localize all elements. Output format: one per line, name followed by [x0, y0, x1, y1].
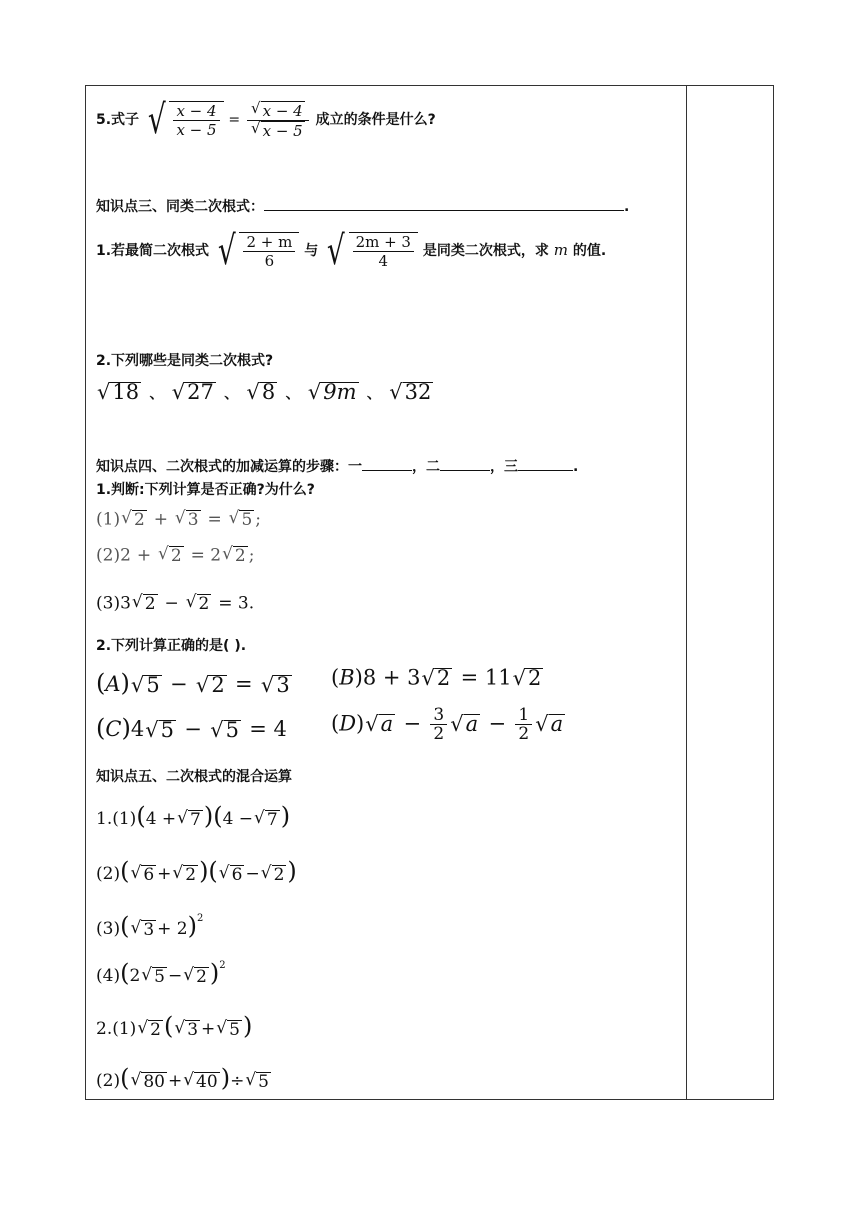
- kp3-question-1: 1.若最简二次根式 √ $\frac{2 + m}{6}$ 与 √ $\frac{2m + 3}{4}$ 是同类二次根式，求 m 的值.: [96, 228, 607, 274]
- fill-blank-3: [518, 456, 573, 471]
- kp5-q1-2: (2)( √ 6 + √ 2 )( √ 6 − √ 2 ): [96, 857, 297, 885]
- question-5-suffix: 成立的条件是什么?: [315, 112, 436, 128]
- option-b: (B)8 + 3 √ 2 = 11 √ 2: [331, 665, 542, 690]
- option-a: (A) √ 5 − √ 2 = √ 3: [96, 669, 290, 697]
- option-d: (D) √ a − $\frac{3}{2}$ √ a − $\frac{1}{2}$ √ a: [331, 705, 564, 744]
- worksheet-table: [85, 85, 774, 1100]
- fill-blank: [264, 196, 624, 211]
- table-column-divider: [686, 86, 687, 1099]
- fill-blank-2: [440, 456, 490, 471]
- kp4-question-2: 2.下列计算正确的是( ).: [96, 638, 247, 654]
- kp5-q2-2: (2)( √ 80 + √ 40 )÷ √ 5: [96, 1064, 269, 1092]
- kp4-q1-item-1: (1) √ 2 + √ 3 = √ 5 ;: [96, 508, 262, 530]
- kp5-q2-1: 2.(1) √ 2 ( √ 3 + √ 5 ): [96, 1012, 253, 1040]
- kp3-radical-list: √ 18 、 √ 27 、 √ 8 、 √ 9m 、 √ 32: [97, 380, 432, 404]
- kp5-q1-1: 1.(1)(4 + √ 7 )(4 − √ 7 ): [96, 802, 291, 830]
- knowledge-point-5: 知识点五、二次根式的混合运算: [96, 769, 292, 785]
- kp5-q1-4: (4)(2 √ 5 − √ 2 )$^2$: [96, 959, 226, 987]
- radical-fraction-lhs: √ $\frac{x - 4}{x - 5}$: [144, 100, 224, 140]
- radical-fraction-a: √ $\frac{2 + m}{6}$: [214, 231, 299, 271]
- kp4-q1-item-2: (2)2 + √ 2 = 2 √ 2 ;: [96, 544, 255, 566]
- question-5: 5.式子 √ $\frac{x - 4}{x - 5}$ = √ x − 4 √ x − 5 成立的条件是什么?: [96, 97, 436, 143]
- kp4-question-1: 1.判断:下列计算是否正确?为什么?: [96, 482, 315, 498]
- fill-blank-1: [362, 456, 412, 471]
- kp3-question-2: 2.下列哪些是同类二次根式?: [96, 353, 274, 369]
- kp5-q1-3: (3)( √ 3 + 2)$^2$: [96, 912, 204, 940]
- option-c: (C)4 √ 5 − √ 5 = 4: [96, 714, 287, 742]
- question-5-prefix: 5.式子: [96, 112, 140, 128]
- kp4-q1-item-3: (3)3 √ 2 − √ 2 = 3.: [96, 592, 255, 614]
- knowledge-point-4: 知识点四、二次根式的加减运算的步骤：一 ，二 ，三 .: [96, 456, 578, 476]
- fraction-rhs: √ x − 4 √ x − 5: [247, 100, 309, 140]
- radical-fraction-b: √ $\frac{2m + 3}{4}$: [323, 231, 418, 271]
- knowledge-point-3: 知识点三、同类二次根式： .: [96, 196, 629, 216]
